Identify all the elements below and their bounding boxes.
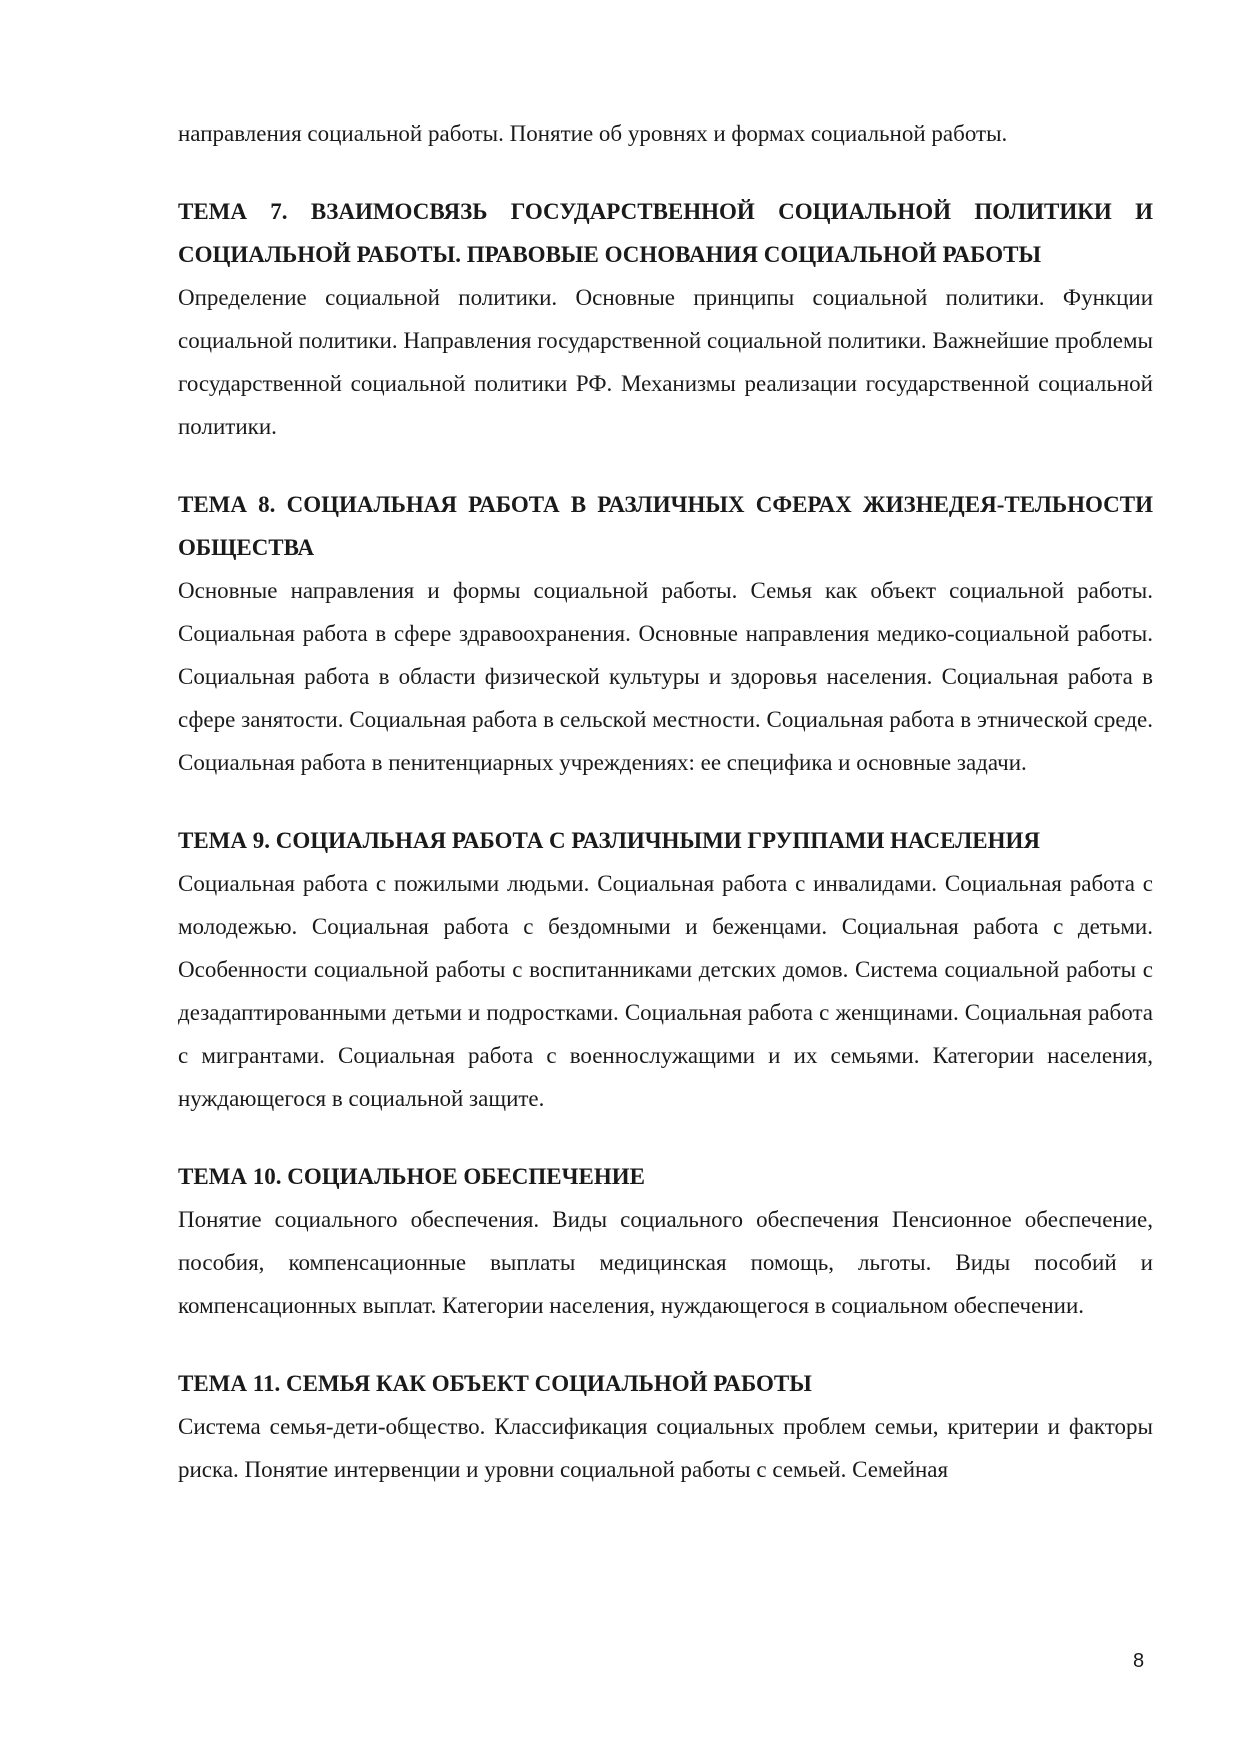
section-topic-9 <box>178 819 1153 1120</box>
section-heading: ТЕМА 8. СОЦИАЛЬНАЯ РАБОТА В РАЗЛИЧНЫХ СФЕРАХ ЖИЗНЕДЕЯ-ТЕЛЬНОСТИ ОБЩЕСТВА <box>178 492 1153 560</box>
section-topic-11 <box>178 1362 1153 1491</box>
section-body: Понятие социального обеспечения. Виды социального обеспечения Пенсионное обеспечение, пособия, компенсационные выплаты медицинская помощь, льготы. Виды пособий и компенсационных выплат. Категории населения, нуждающегося в социальном обеспечении. <box>178 1207 1153 1318</box>
section-heading: ТЕМА 10. СОЦИАЛЬНОЕ ОБЕСПЕЧЕНИЕ <box>178 1164 645 1189</box>
section-heading: ТЕМА 9. СОЦИАЛЬНАЯ РАБОТА С РАЗЛИЧНЫМИ ГРУППАМИ НАСЕЛЕНИЯ <box>178 828 1041 853</box>
section-heading: ТЕМА 11. СЕМЬЯ КАК ОБЪЕКТ СОЦИАЛЬНОЙ РАБОТЫ <box>178 1371 812 1396</box>
intro-paragraph: направления социальной работы. Понятие об уровнях и формах социальной работы. <box>178 121 1008 146</box>
section-heading: ТЕМА 7. ВЗАИМОСВЯЗЬ ГОСУДАРСТВЕННОЙ СОЦИАЛЬНОЙ ПОЛИТИКИ И СОЦИАЛЬНОЙ РАБОТЫ. ПРАВОВЫЕ ОСНОВАНИЯ СОЦИАЛЬНОЙ РАБОТЫ <box>178 199 1153 267</box>
section-body: Социальная работа с пожилыми людьми. Социальная работа с инвалидами. Социальная работа с молодежью. Социальная работа с бездомными и беженцами. Социальная работа с детьми. Особенности социальной работы с воспитанниками детских домов. Система социальной работы с дезадаптированными детьми и подростками. Социальная работа с женщинами. Социальная работа с мигрантами. Социальная работа с военнослужащими и их семьями. Категории населения, нуждающегося в социальной защите. <box>178 871 1153 1111</box>
document-page <box>178 112 1153 1491</box>
section-topic-8 <box>178 483 1153 784</box>
section-body: Определение социальной политики. Основные принципы социальной политики. Функции социальной политики. Направления государственной социальной политики. Важнейшие проблемы государственной социальной политики РФ. Механизмы реализации государственной социальной политики. <box>178 285 1153 439</box>
section-topic-7 <box>178 190 1153 448</box>
section-topic-10 <box>178 1155 1153 1327</box>
section-body: Основные направления и формы социальной работы. Семья как объект социальной работы. Социальная работа в сфере здравоохранения. Основные направления медико-социальной работы. Социальная работа в области физической культуры и здоровья населения. Социальная работа в сфере занятости. Социальная работа в сельской местности. Социальная работа в этнической среде. Социальная работа в пенитенциарных учреждениях: ее специфика и основные задачи. <box>178 578 1153 775</box>
page-number: 8 <box>1133 1650 1145 1672</box>
section-body: Система семья-дети-общество. Классификация социальных проблем семьи, критерии и факторы риска. Понятие интервенции и уровни социальной работы с семьей. Семейная <box>178 1414 1153 1482</box>
